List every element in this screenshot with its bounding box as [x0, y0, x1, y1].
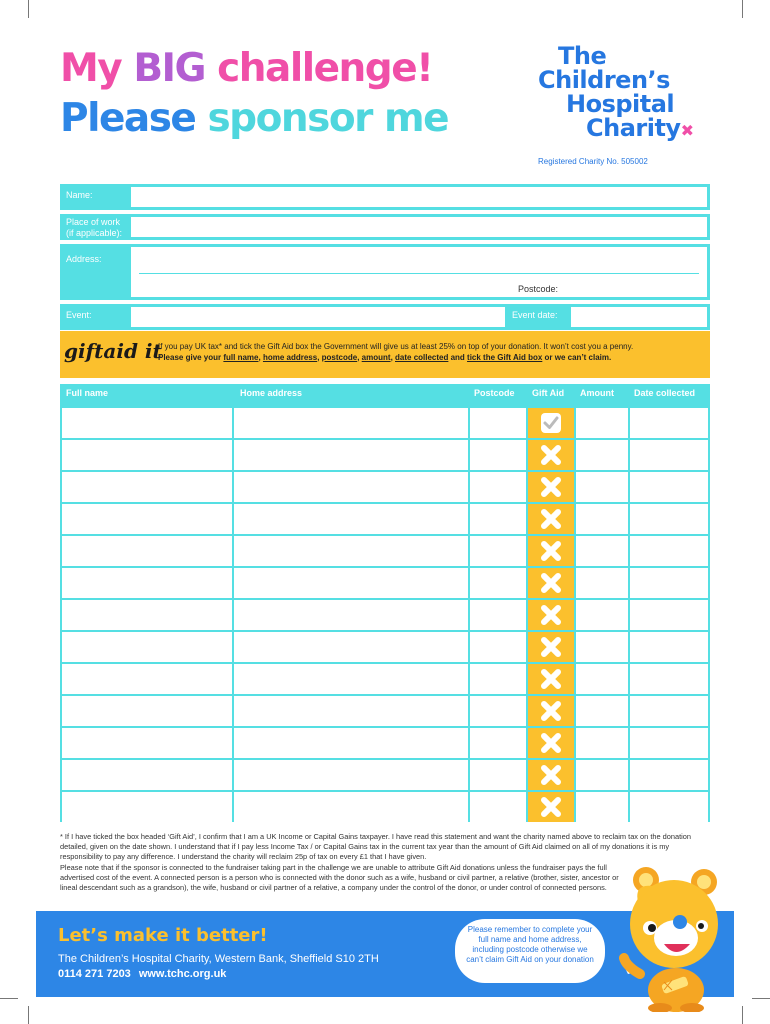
gift-aid-text-part: and	[448, 353, 468, 362]
gift-aid-cell[interactable]	[528, 664, 574, 694]
amount-cell[interactable]	[576, 760, 628, 790]
gift-aid-cell[interactable]	[528, 504, 574, 534]
title-sponsor: sponsor me	[207, 96, 449, 141]
name-field[interactable]	[130, 186, 708, 208]
crop-mark	[742, 0, 743, 18]
header-amount: Amount	[580, 388, 614, 398]
gift-aid-cell[interactable]	[528, 568, 574, 598]
address-field[interactable]	[130, 246, 708, 298]
gift-aid-text-part: tick the Gift Aid box	[467, 353, 543, 362]
gift-aid-text-part: ,	[258, 353, 263, 362]
logo-cross-icon: ✖	[680, 121, 694, 140]
gift-aid-cell[interactable]	[528, 472, 574, 502]
postcode-cell[interactable]	[470, 728, 526, 758]
work-field[interactable]	[130, 216, 708, 238]
home-address-cell[interactable]	[234, 568, 468, 598]
amount-cell[interactable]	[576, 408, 628, 438]
gift-aid-text-part: or we can’t claim.	[542, 353, 612, 362]
connected-persons-note: Please note that if the sponsor is connected to the fundraiser taking part in the challenge we are unable to attribute Gift Aid donations unless the fundraiser pays the full advertised cost of the event. A connected person is a person who is connected with the donor such as a wife, husband or civil partner, a relative (brother, sister, ancestor or lineal descendant such as a grandson), the wife, husband or civil partner of a relative, a company under the control of the donor, or under control of connected persons.	[60, 863, 619, 892]
title-please: Please	[60, 96, 196, 141]
home-address-cell[interactable]	[234, 408, 468, 438]
gift-aid-cell[interactable]	[528, 440, 574, 470]
name-label: Name:	[66, 190, 93, 200]
logo-hospital: Hospital	[566, 90, 675, 118]
full-name-cell[interactable]	[62, 728, 232, 758]
postcode-cell[interactable]	[470, 568, 526, 598]
gift-aid-text-part: full name	[223, 353, 259, 362]
gift-aid-cell[interactable]	[528, 760, 574, 790]
charity-logo	[538, 44, 718, 143]
bear-mascot-illustration	[606, 862, 746, 1012]
gift-aid-text-part: date collected	[395, 353, 449, 362]
amount-cell[interactable]	[576, 728, 628, 758]
gift-aid-cross-icon	[540, 700, 562, 722]
logo-charity	[538, 116, 718, 143]
amount-cell[interactable]	[576, 440, 628, 470]
postcode-cell[interactable]	[470, 536, 526, 566]
postcode-cell[interactable]	[470, 632, 526, 662]
postcode-cell[interactable]	[470, 664, 526, 694]
work-label: Place of work (if applicable):	[66, 217, 123, 238]
gift-aid-cell[interactable]	[528, 536, 574, 566]
bear-mascot-svg	[606, 862, 746, 1012]
date-collected-cell[interactable]	[630, 600, 708, 630]
postcode-cell[interactable]	[470, 408, 526, 438]
postcode-cell[interactable]	[470, 600, 526, 630]
date-collected-cell[interactable]	[630, 728, 708, 758]
logo-childrens: Children’s	[538, 66, 670, 94]
amount-cell[interactable]	[576, 664, 628, 694]
logo-charity-word: Charity	[586, 114, 681, 142]
gift-aid-cross-icon	[540, 508, 562, 530]
gift-aid-info: If you pay UK tax* and tick the Gift Aid box the Government will give us at least 25% on top of your donation. It won’t cost you a penny.	[158, 342, 634, 351]
work-row	[60, 214, 710, 240]
home-address-cell[interactable]	[234, 664, 468, 694]
gift-aid-cell[interactable]	[528, 632, 574, 662]
postcode-cell[interactable]	[470, 760, 526, 790]
footer-title: Let’s make it better!	[58, 925, 268, 946]
date-collected-cell[interactable]	[630, 696, 708, 726]
amount-cell[interactable]	[576, 568, 628, 598]
postcode-cell[interactable]	[470, 440, 526, 470]
home-address-cell[interactable]	[234, 760, 468, 790]
title-line-2	[60, 94, 448, 144]
home-address-cell[interactable]	[234, 600, 468, 630]
gift-aid-text-part: home address	[262, 353, 318, 362]
footer-website-link[interactable]: www.tchc.org.uk	[138, 968, 227, 980]
home-address-cell[interactable]	[234, 504, 468, 534]
full-name-cell[interactable]	[62, 760, 232, 790]
registered-charity-number: Registered Charity No. 505002	[538, 157, 648, 166]
home-address-cell[interactable]	[234, 728, 468, 758]
postcode-label: Postcode:	[517, 284, 558, 294]
amount-cell[interactable]	[576, 632, 628, 662]
home-address-cell[interactable]	[234, 696, 468, 726]
sponsor-table	[60, 384, 710, 822]
header-home-address: Home address	[240, 388, 303, 398]
gift-aid-cell[interactable]	[528, 728, 574, 758]
gift-aid-cross-icon	[540, 572, 562, 594]
amount-cell[interactable]	[576, 696, 628, 726]
gift-aid-text-part: Please give your	[158, 353, 224, 362]
amount-cell[interactable]	[576, 792, 628, 822]
gift-aid-check-icon	[540, 412, 562, 434]
gift-aid-cross-icon	[540, 796, 562, 818]
event-label: Event:	[66, 310, 92, 320]
date-collected-cell[interactable]	[630, 632, 708, 662]
home-address-cell[interactable]	[234, 792, 468, 822]
full-name-cell[interactable]	[62, 472, 232, 502]
gift-aid-cell[interactable]	[528, 600, 574, 630]
header-postcode: Postcode	[474, 388, 515, 398]
date-collected-cell[interactable]	[630, 536, 708, 566]
crop-mark	[28, 1006, 29, 1024]
reminder-speech-bubble: Please remember to complete your full name and home address, including postcode otherwise we can’t claim Gift Aid on your donation	[455, 919, 605, 983]
footer-phone: 0114 271 7203	[58, 968, 131, 980]
address-line	[139, 273, 699, 274]
title-my: My	[60, 46, 122, 91]
gift-aid-text-part: ,	[357, 353, 362, 362]
gift-aid-declaration: * If I have ticked the box headed ‘Gift Aid’, I confirm that I am a UK Income or Capital Gains taxpayer. I have read this statement and want the charity named above to reclaim tax on the donation detailed, given on the date shown. I understand that if I pay less Income Tax / or Capital Gains tax in the current tax year than the amount of Gift Aid claimed on all of my donations it is my responsibility to pay any difference. I understand the charity will reclaim 25p of tax on every £1 that I have given.	[60, 832, 692, 861]
event-date-label: Event date:	[512, 310, 558, 320]
full-name-cell[interactable]	[62, 568, 232, 598]
postcode-cell[interactable]	[470, 792, 526, 822]
date-collected-cell[interactable]	[630, 664, 708, 694]
gift-aid-logo: giftaid it	[64, 339, 162, 363]
gift-aid-cell[interactable]	[528, 792, 574, 822]
address-row	[60, 244, 710, 300]
gift-aid-text-part: postcode	[321, 353, 358, 362]
gift-aid-cross-icon	[540, 668, 562, 690]
postcode-cell[interactable]	[470, 696, 526, 726]
gift-aid-text-part: ,	[317, 353, 322, 362]
gift-aid-banner	[60, 331, 710, 378]
gift-aid-cross-icon	[540, 732, 562, 754]
home-address-cell[interactable]	[234, 632, 468, 662]
gift-aid-cross-icon	[540, 476, 562, 498]
full-name-cell[interactable]	[62, 408, 232, 438]
footer-contact	[58, 968, 226, 980]
gift-aid-cell[interactable]	[528, 408, 574, 438]
event-row	[60, 304, 710, 330]
crop-mark	[752, 998, 770, 999]
title-challenge: challenge!	[217, 46, 433, 91]
date-collected-cell[interactable]	[630, 568, 708, 598]
home-address-cell[interactable]	[234, 440, 468, 470]
full-name-cell[interactable]	[62, 600, 232, 630]
date-collected-cell[interactable]	[630, 504, 708, 534]
address-label: Address:	[66, 254, 102, 264]
gift-aid-cross-icon	[540, 764, 562, 786]
gift-aid-cross-icon	[540, 604, 562, 626]
date-collected-cell[interactable]	[630, 792, 708, 822]
title-line-1	[60, 44, 448, 94]
footer-address: The Children’s Hospital Charity, Western Bank, Sheffield S10 2TH	[58, 953, 379, 965]
gift-aid-instructions	[158, 353, 611, 362]
date-collected-cell[interactable]	[630, 760, 708, 790]
amount-cell[interactable]	[576, 600, 628, 630]
gift-aid-text-part: amount	[361, 353, 391, 362]
full-name-cell[interactable]	[62, 504, 232, 534]
header-date-collected: Date collected	[634, 388, 696, 398]
crop-mark	[28, 0, 29, 18]
header-gift-aid: Gift Aid	[532, 388, 565, 398]
amount-cell[interactable]	[576, 536, 628, 566]
date-collected-cell[interactable]	[630, 440, 708, 470]
full-name-cell[interactable]	[62, 664, 232, 694]
full-name-cell[interactable]	[62, 632, 232, 662]
amount-cell[interactable]	[576, 504, 628, 534]
full-name-cell[interactable]	[62, 440, 232, 470]
title-big: BIG	[133, 46, 206, 91]
gift-aid-cross-icon	[540, 540, 562, 562]
postcode-cell[interactable]	[470, 472, 526, 502]
full-name-cell[interactable]	[62, 696, 232, 726]
full-name-cell[interactable]	[62, 792, 232, 822]
date-collected-cell[interactable]	[630, 472, 708, 502]
full-name-cell[interactable]	[62, 536, 232, 566]
name-row	[60, 184, 710, 210]
date-collected-cell[interactable]	[630, 408, 708, 438]
home-address-cell[interactable]	[234, 472, 468, 502]
logo-the: The	[558, 42, 607, 70]
gift-aid-cross-icon	[540, 444, 562, 466]
amount-cell[interactable]	[576, 472, 628, 502]
home-address-cell[interactable]	[234, 536, 468, 566]
gift-aid-text-part: ,	[390, 353, 396, 362]
header-full-name: Full name	[66, 388, 109, 398]
gift-aid-cell[interactable]	[528, 696, 574, 726]
gift-aid-cross-icon	[540, 636, 562, 658]
event-field[interactable]	[130, 306, 506, 328]
page-title	[60, 44, 448, 144]
event-date-field[interactable]	[570, 306, 708, 328]
postcode-cell[interactable]	[470, 504, 526, 534]
crop-mark	[0, 998, 18, 999]
